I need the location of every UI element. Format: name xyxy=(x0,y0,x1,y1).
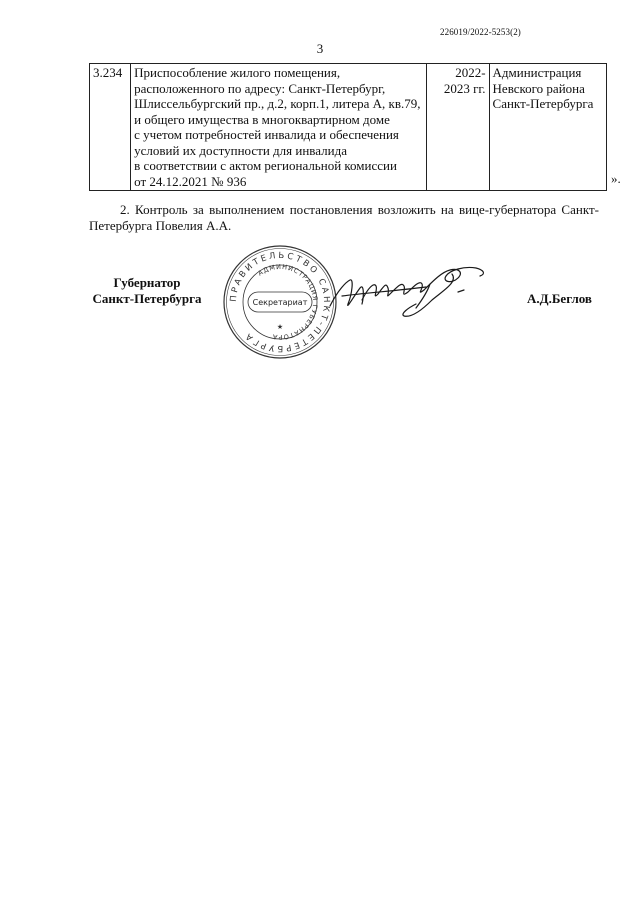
executor-line: Санкт-Петербурга xyxy=(492,96,594,111)
seal-outer-text: ПРАВИТЕЛЬСТВО САНКТ-ПЕТЕРБУРГА xyxy=(228,250,332,354)
description-line: от 24.12.2021 № 936 xyxy=(134,173,247,189)
description-line: с учетом потребностей инвалида и обеспечения xyxy=(134,127,399,142)
signer-name: А.Д.Беглов xyxy=(527,291,592,306)
paragraph-control: 2. Контроль за выполнением постановления возложить на вице-губернатора Санкт-Петербурга Повелия А.А. xyxy=(89,202,599,233)
items-table xyxy=(89,63,607,191)
page-number: 3 xyxy=(316,41,324,56)
description-line: Приспособление жилого помещения, xyxy=(134,65,341,80)
row-period xyxy=(427,64,489,191)
seal-center-text: Секретариат xyxy=(252,298,308,307)
executor-line: Невского района xyxy=(492,80,585,96)
signer-title xyxy=(88,275,206,307)
table-row xyxy=(90,64,607,191)
row-executor xyxy=(489,64,606,191)
signer-title-line: Санкт-Петербурга xyxy=(92,291,202,306)
handwritten-signature xyxy=(324,260,499,320)
period-start: 2022- xyxy=(455,65,486,80)
document-number: 226019/2022-5253(2) xyxy=(440,27,521,37)
official-seal xyxy=(221,243,339,361)
description-line: Шлиссельбургский пр., д.2, корп.1, литера А, кв.79, xyxy=(134,96,421,111)
row-description xyxy=(131,64,427,191)
description-line: в соответствии с актом региональной комиссии xyxy=(134,158,397,173)
period-end: 2023 гг. xyxy=(443,80,486,96)
row-number: 3.234 xyxy=(90,64,131,191)
seal-inner-text: АДМИНИСТРАЦИЯ ГУБЕРНАТОРА xyxy=(256,262,320,342)
description-line: и общего имущества в многоквартирном доме xyxy=(134,111,390,127)
description-line: условий их доступности для инвалида xyxy=(134,142,347,158)
closing-quote: ». xyxy=(611,171,621,186)
description-line: расположенного по адресу: Санкт-Петербург, xyxy=(134,80,386,96)
seal-star-icon: ★ xyxy=(276,323,284,331)
signer-title-line: Губернатор xyxy=(113,275,181,290)
executor-line: Администрация xyxy=(492,65,582,80)
